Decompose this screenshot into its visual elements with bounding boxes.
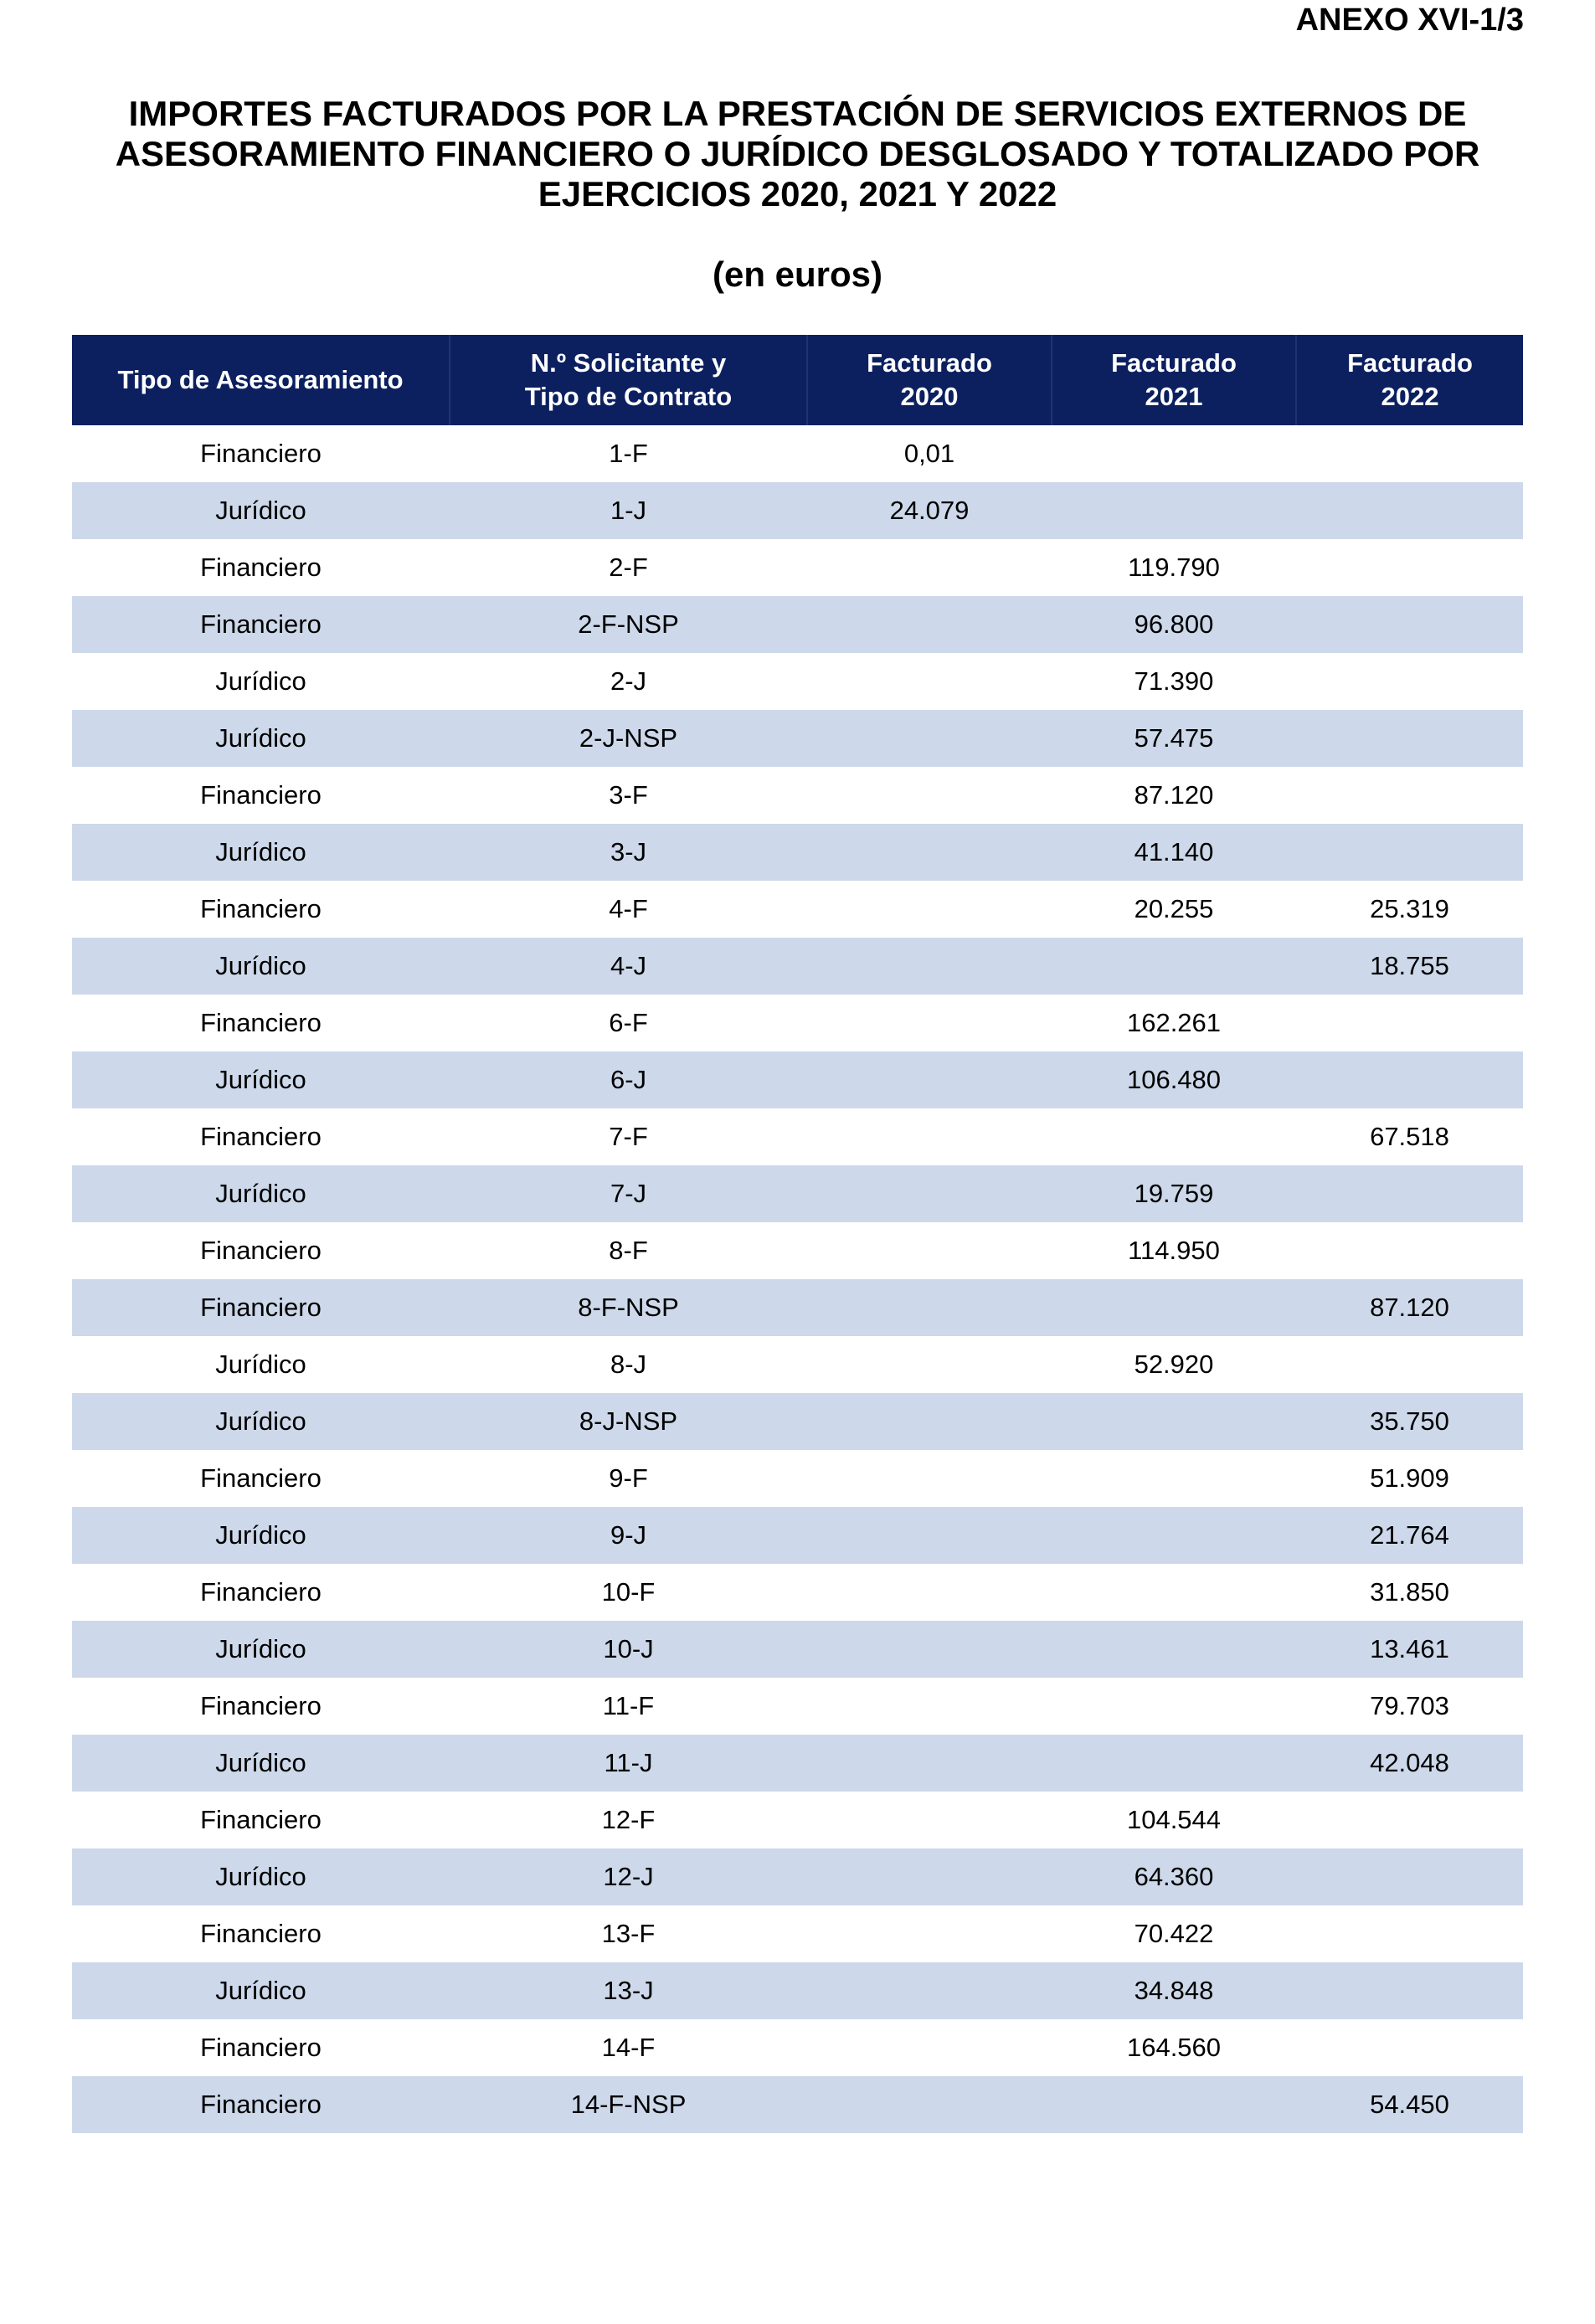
table-row (72, 938, 1523, 995)
cell-solicitante: 7-J (450, 1165, 807, 1222)
cell-solicitante: 1-F (450, 425, 807, 482)
cell-solicitante: 2-J-NSP (450, 710, 807, 767)
cell-solicitante: 8-J-NSP (450, 1393, 807, 1450)
cell-2020 (807, 1507, 1052, 1564)
cell-2020 (807, 1108, 1052, 1165)
cell-2022 (1296, 482, 1523, 539)
cell-2021: 87.120 (1052, 767, 1296, 824)
cell-2022 (1296, 1905, 1523, 1962)
cell-tipo: Financiero (72, 2076, 450, 2133)
cell-2021: 52.920 (1052, 1336, 1296, 1393)
table-row (72, 482, 1523, 539)
cell-2020: 0,01 (807, 425, 1052, 482)
cell-2022 (1296, 596, 1523, 653)
header-text: 2021 (1145, 382, 1203, 411)
cell-solicitante: 4-F (450, 881, 807, 938)
table-row (72, 1393, 1523, 1450)
cell-tipo: Financiero (72, 539, 450, 596)
table-row (72, 653, 1523, 710)
cell-2021: 19.759 (1052, 1165, 1296, 1222)
title-line: IMPORTES FACTURADOS POR LA PRESTACIÓN DE SERVICIOS EXTERNOS DE (128, 94, 1467, 133)
cell-2022 (1296, 1792, 1523, 1848)
cell-2021 (1052, 1450, 1296, 1507)
table-row (72, 539, 1523, 596)
table-row (72, 1792, 1523, 1848)
cell-2020 (807, 1678, 1052, 1735)
cell-solicitante: 10-F (450, 1564, 807, 1621)
cell-solicitante: 2-J (450, 653, 807, 710)
table-row (72, 995, 1523, 1051)
table-row (72, 1336, 1523, 1393)
cell-2021 (1052, 425, 1296, 482)
cell-2022: 31.850 (1296, 1564, 1523, 1621)
cell-2021: 64.360 (1052, 1848, 1296, 1905)
cell-2021: 34.848 (1052, 1962, 1296, 2019)
cell-2021: 162.261 (1052, 995, 1296, 1051)
cell-solicitante: 9-J (450, 1507, 807, 1564)
cell-2021: 70.422 (1052, 1905, 1296, 1962)
cell-solicitante: 12-F (450, 1792, 807, 1848)
cell-tipo: Financiero (72, 1905, 450, 1962)
cell-2021 (1052, 1621, 1296, 1678)
cell-2021: 71.390 (1052, 653, 1296, 710)
cell-2021: 96.800 (1052, 596, 1296, 653)
table-row (72, 1279, 1523, 1336)
cell-2021: 104.544 (1052, 1792, 1296, 1848)
cell-2020 (807, 1051, 1052, 1108)
cell-solicitante: 8-F (450, 1222, 807, 1279)
table-header-row (72, 335, 1523, 425)
cell-2020 (807, 539, 1052, 596)
cell-tipo: Financiero (72, 1450, 450, 1507)
cell-solicitante: 6-F (450, 995, 807, 1051)
table-row (72, 1621, 1523, 1678)
cell-tipo: Jurídico (72, 1962, 450, 2019)
cell-solicitante: 9-F (450, 1450, 807, 1507)
table-row (72, 824, 1523, 881)
cell-tipo: Jurídico (72, 1165, 450, 1222)
table-row (72, 2019, 1523, 2076)
cell-2021 (1052, 482, 1296, 539)
cell-2020 (807, 1621, 1052, 1678)
cell-2022 (1296, 767, 1523, 824)
cell-tipo: Financiero (72, 995, 450, 1051)
cell-2022: 42.048 (1296, 1735, 1523, 1792)
cell-tipo: Jurídico (72, 824, 450, 881)
cell-solicitante: 3-J (450, 824, 807, 881)
cell-2020 (807, 824, 1052, 881)
table-row (72, 881, 1523, 938)
table-row (72, 1564, 1523, 1621)
cell-2022 (1296, 1848, 1523, 1905)
table-row (72, 1108, 1523, 1165)
table-row (72, 2076, 1523, 2133)
cell-2021 (1052, 1507, 1296, 1564)
table-row (72, 767, 1523, 824)
cell-2020: 24.079 (807, 482, 1052, 539)
table-row (72, 1507, 1523, 1564)
cell-2020 (807, 1393, 1052, 1450)
cell-2021 (1052, 1108, 1296, 1165)
cell-tipo: Financiero (72, 2019, 450, 2076)
cell-2020 (807, 653, 1052, 710)
cell-tipo: Financiero (72, 1222, 450, 1279)
header-facturado-2021 (1052, 335, 1296, 425)
table-row (72, 1222, 1523, 1279)
table-row (72, 1165, 1523, 1222)
cell-solicitante: 14-F-NSP (450, 2076, 807, 2133)
cell-solicitante: 11-F (450, 1678, 807, 1735)
cell-solicitante: 10-J (450, 1621, 807, 1678)
cell-solicitante: 14-F (450, 2019, 807, 2076)
cell-solicitante: 8-F-NSP (450, 1279, 807, 1336)
header-text: 2022 (1381, 382, 1439, 411)
cell-2022 (1296, 995, 1523, 1051)
cell-tipo: Jurídico (72, 1621, 450, 1678)
cell-tipo: Jurídico (72, 710, 450, 767)
table-row (72, 710, 1523, 767)
cell-2021: 114.950 (1052, 1222, 1296, 1279)
cell-2020 (807, 710, 1052, 767)
cell-tipo: Jurídico (72, 1507, 450, 1564)
cell-2022 (1296, 539, 1523, 596)
cell-2022: 51.909 (1296, 1450, 1523, 1507)
cell-solicitante: 3-F (450, 767, 807, 824)
cell-solicitante: 12-J (450, 1848, 807, 1905)
cell-solicitante: 1-J (450, 482, 807, 539)
table-row (72, 1905, 1523, 1962)
cell-2022 (1296, 1165, 1523, 1222)
cell-tipo: Jurídico (72, 1848, 450, 1905)
cell-2020 (807, 1165, 1052, 1222)
cell-2021 (1052, 1393, 1296, 1450)
cell-solicitante: 8-J (450, 1336, 807, 1393)
table-row (72, 1848, 1523, 1905)
cell-solicitante: 13-F (450, 1905, 807, 1962)
cell-2022: 13.461 (1296, 1621, 1523, 1678)
document-title (50, 94, 1545, 214)
cell-tipo: Financiero (72, 1792, 450, 1848)
cell-2022: 54.450 (1296, 2076, 1523, 2133)
cell-2021 (1052, 1735, 1296, 1792)
cell-solicitante: 2-F-NSP (450, 596, 807, 653)
table-row (72, 425, 1523, 482)
table-row (72, 596, 1523, 653)
cell-2021 (1052, 1564, 1296, 1621)
cell-2022 (1296, 425, 1523, 482)
cell-2022 (1296, 710, 1523, 767)
cell-2020 (807, 995, 1052, 1051)
cell-tipo: Jurídico (72, 482, 450, 539)
cell-2021: 57.475 (1052, 710, 1296, 767)
cell-2020 (807, 1735, 1052, 1792)
table-body (72, 425, 1523, 2133)
header-text: 2020 (900, 382, 959, 411)
cell-2022: 21.764 (1296, 1507, 1523, 1564)
cell-2022 (1296, 653, 1523, 710)
cell-2022: 67.518 (1296, 1108, 1523, 1165)
cell-tipo: Financiero (72, 1564, 450, 1621)
cell-2021 (1052, 1678, 1296, 1735)
cell-2022 (1296, 1962, 1523, 2019)
cell-solicitante: 2-F (450, 539, 807, 596)
header-facturado-2020 (807, 335, 1052, 425)
cell-tipo: Jurídico (72, 938, 450, 995)
cell-solicitante: 11-J (450, 1735, 807, 1792)
cell-2020 (807, 881, 1052, 938)
header-text: Facturado (1111, 348, 1237, 378)
header-text: Facturado (867, 348, 992, 378)
cell-2020 (807, 2019, 1052, 2076)
cell-2020 (807, 1792, 1052, 1848)
cell-solicitante: 6-J (450, 1051, 807, 1108)
cell-2021: 119.790 (1052, 539, 1296, 596)
header-text: Tipo de Contrato (524, 382, 733, 411)
cell-tipo: Jurídico (72, 1735, 450, 1792)
cell-2021 (1052, 2076, 1296, 2133)
cell-tipo: Jurídico (72, 1051, 450, 1108)
annex-label: ANEXO XVI-1/3 (1295, 3, 1524, 38)
table-row (72, 1051, 1523, 1108)
cell-tipo: Financiero (72, 596, 450, 653)
cell-tipo: Financiero (72, 881, 450, 938)
cell-tipo: Jurídico (72, 1393, 450, 1450)
header-text: Facturado (1347, 348, 1473, 378)
cell-2022 (1296, 1222, 1523, 1279)
cell-2022 (1296, 1051, 1523, 1108)
cell-solicitante: 4-J (450, 938, 807, 995)
cell-solicitante: 13-J (450, 1962, 807, 2019)
cell-2021: 106.480 (1052, 1051, 1296, 1108)
table-row (72, 1735, 1523, 1792)
cell-tipo: Financiero (72, 1108, 450, 1165)
cell-2021 (1052, 938, 1296, 995)
cell-2022 (1296, 1336, 1523, 1393)
header-text: N.º Solicitante y (530, 348, 727, 378)
header-text: Tipo de Asesoramiento (117, 365, 404, 394)
header-solicitante-contrato (450, 335, 807, 425)
cell-2020 (807, 596, 1052, 653)
cell-2020 (807, 767, 1052, 824)
cell-2022 (1296, 824, 1523, 881)
table-row (72, 1962, 1523, 2019)
cell-2022: 18.755 (1296, 938, 1523, 995)
table-row (72, 1678, 1523, 1735)
cell-2021: 164.560 (1052, 2019, 1296, 2076)
cell-2022: 35.750 (1296, 1393, 1523, 1450)
cell-2022: 25.319 (1296, 881, 1523, 938)
cell-2020 (807, 2076, 1052, 2133)
cell-2020 (807, 1905, 1052, 1962)
cell-2020 (807, 938, 1052, 995)
cell-solicitante: 7-F (450, 1108, 807, 1165)
table-row (72, 1450, 1523, 1507)
cell-2020 (807, 1279, 1052, 1336)
cell-tipo: Jurídico (72, 653, 450, 710)
cell-2020 (807, 1848, 1052, 1905)
cell-tipo: Financiero (72, 1279, 450, 1336)
cell-2020 (807, 1962, 1052, 2019)
cell-2020 (807, 1450, 1052, 1507)
cell-2020 (807, 1222, 1052, 1279)
cell-2022 (1296, 2019, 1523, 2076)
header-tipo-asesoramiento (72, 335, 450, 425)
currency-subtitle: (en euros) (712, 255, 883, 294)
cell-2022: 87.120 (1296, 1279, 1523, 1336)
cell-tipo: Financiero (72, 1678, 450, 1735)
header-facturado-2022 (1296, 335, 1523, 425)
title-line: EJERCICIOS 2020, 2021 Y 2022 (538, 174, 1057, 213)
title-line: ASESORAMIENTO FINANCIERO O JURÍDICO DESGLOSADO Y TOTALIZADO POR (115, 134, 1480, 173)
cell-2021: 20.255 (1052, 881, 1296, 938)
cell-2022: 79.703 (1296, 1678, 1523, 1735)
cell-tipo: Financiero (72, 767, 450, 824)
cell-tipo: Jurídico (72, 1336, 450, 1393)
cell-tipo: Financiero (72, 425, 450, 482)
billing-table (72, 335, 1523, 2133)
cell-2020 (807, 1336, 1052, 1393)
cell-2020 (807, 1564, 1052, 1621)
cell-2021 (1052, 1279, 1296, 1336)
cell-2021: 41.140 (1052, 824, 1296, 881)
